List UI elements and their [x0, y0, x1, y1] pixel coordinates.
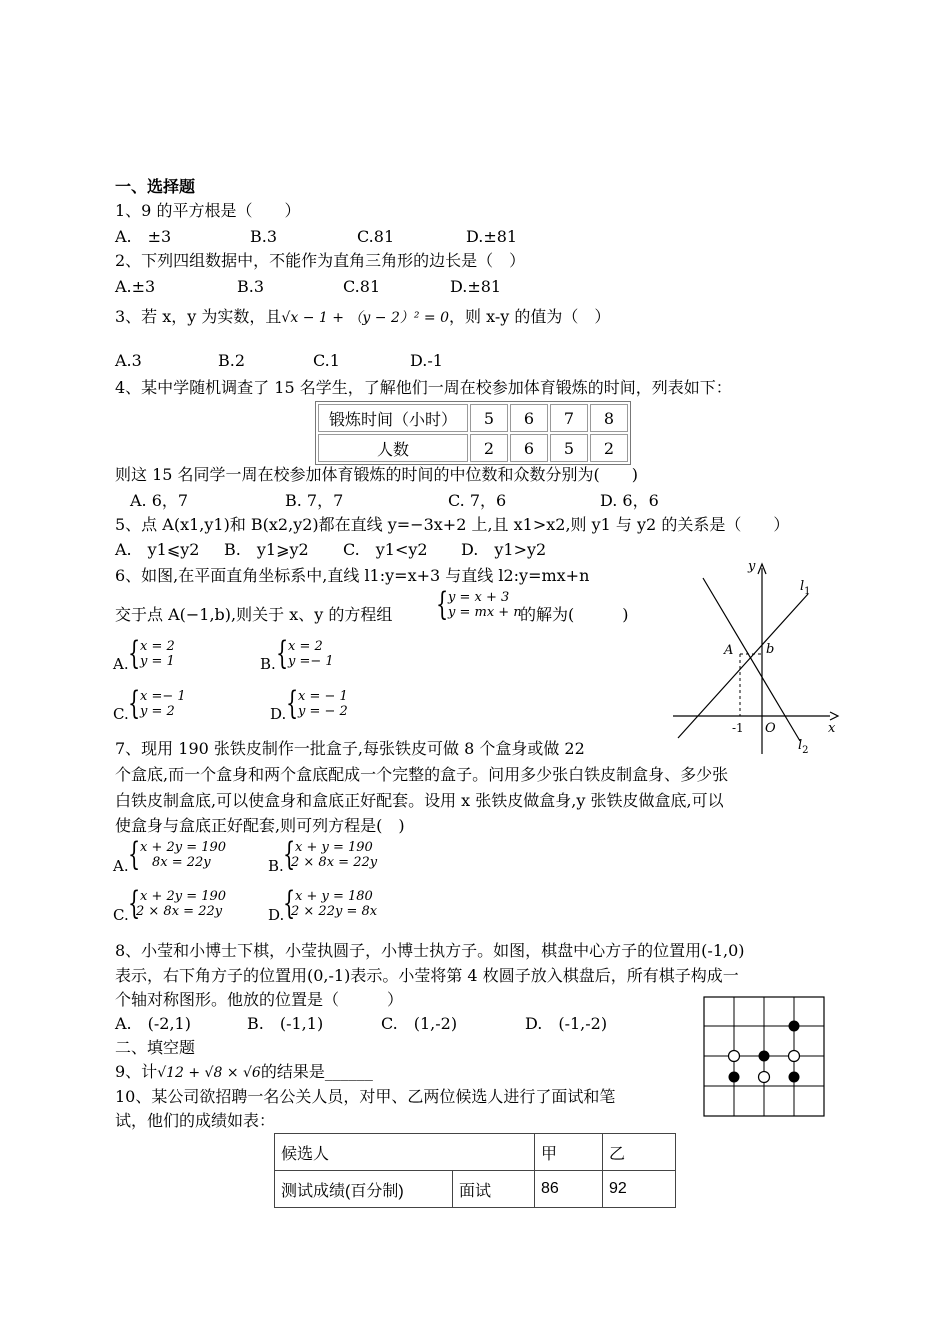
q4-ask: 则这 15 名同学一周在校参加体育锻炼的时间的中位数和众数分别为( )	[115, 465, 639, 484]
q3-option-d: D.-1	[410, 351, 443, 370]
q7-option-a	[128, 835, 258, 874]
brace: {	[286, 684, 299, 722]
label-minus-1: -1	[732, 721, 744, 735]
table-cell: 8	[590, 404, 628, 432]
brace: {	[283, 884, 296, 922]
eq-line: x + 2y = 190	[140, 840, 227, 855]
q1-stem: 1、9 的平方根是（ ）	[115, 201, 301, 220]
q9-stem-post: 的结果是______	[260, 1062, 373, 1081]
table-header-cell: 候选人	[275, 1134, 535, 1171]
q4-option-b: B. 7，7	[285, 491, 344, 510]
q1-option-b: B.3	[250, 227, 278, 246]
table-header-cell: 甲	[535, 1134, 603, 1171]
q7-option-b	[283, 835, 413, 874]
q6-line2-post: 的解为( )	[520, 605, 629, 624]
q8-option-d: D. (-1,-2)	[525, 1014, 608, 1033]
label-x: x	[828, 721, 836, 736]
q5-option-a: A. y1⩽y2	[115, 540, 200, 559]
table-cell: 人数	[318, 434, 468, 462]
q6-line2-pre: 交于点 A(−1,b),则关于 x、y 的方程组	[115, 605, 393, 624]
q2-option-b: B.3	[237, 277, 265, 296]
q8-chess-board	[703, 996, 827, 1118]
table-cell: 6	[510, 404, 548, 432]
q1-option-a: A. ±3	[115, 227, 172, 246]
q2-option-c: C.81	[343, 277, 381, 296]
q7-line3: 白铁皮制盒底,可以使盒身和盒底正好配套。设用 x 张铁皮做盒身,y 张铁皮做盒底,可以	[115, 791, 724, 810]
q3-stem-pre: 3、若 x，y 为实数，且	[115, 307, 282, 326]
black-piece	[789, 1072, 800, 1083]
brace: {	[128, 684, 141, 722]
label-A: A	[724, 643, 734, 658]
eq-line: y = 1	[140, 654, 175, 669]
q1-option-c: C.81	[357, 227, 395, 246]
q7-label-b: B.	[268, 857, 284, 875]
q10-line2: 试，他们的成绩如表：	[115, 1111, 276, 1130]
black-piece	[789, 1021, 800, 1032]
label-l2: $l_2$	[798, 738, 809, 756]
table-cell: 5	[470, 404, 508, 432]
brace: {	[276, 634, 289, 672]
brace: {	[128, 835, 141, 873]
q3-stem	[115, 306, 610, 329]
eq-line: x = 2	[140, 639, 175, 654]
q4-option-d: D. 6，6	[600, 491, 659, 510]
eq-line: y = − 2	[298, 704, 348, 719]
q5-option-c: C. y1<y2	[343, 540, 428, 559]
table-cell: 86	[535, 1171, 603, 1208]
eq-line: x + y = 190	[295, 840, 373, 855]
q9-stem	[115, 1061, 373, 1084]
q1-option-d: D.±81	[466, 227, 518, 246]
q6-option-d	[286, 684, 386, 723]
q9-math: √12 + √8 × √6	[157, 1065, 261, 1081]
label-y: y	[748, 559, 756, 574]
q7-line4: 使盒身与盒底正好配套,则可列方程是( )	[115, 816, 405, 835]
q8-line3: 个轴对称图形。他放的位置是（ ）	[115, 990, 404, 1009]
q4-table	[315, 401, 631, 465]
q6-system	[436, 585, 526, 624]
q4-option-a: A. 6，7	[130, 491, 189, 510]
table-cell: 5	[550, 434, 588, 462]
q8-line2: 表示，右下角方子的位置用(0,-1)表示。小莹将第 4 枚圆子放入棋盘后，所有棋子构成一	[115, 966, 739, 985]
q7-line1: 7、现用 190 张铁皮制作一批盒子,每张铁皮可做 8 个盒身或做 22	[115, 739, 585, 758]
eq-line: 2 × 22y = 8x	[291, 904, 378, 919]
q9-stem-pre: 9、计	[115, 1062, 158, 1081]
q3-option-c: C.1	[313, 351, 340, 370]
q6-label-a: A.	[113, 655, 129, 673]
label-l1: $l_1$	[800, 579, 811, 597]
q6-label-d: D.	[270, 705, 287, 723]
q6-label-b: B.	[260, 655, 276, 673]
eq-line: x = 2	[288, 639, 323, 654]
white-piece	[759, 1072, 770, 1083]
table-row	[318, 404, 628, 432]
table-cell: 测试成绩(百分制)	[275, 1171, 453, 1208]
q2-stem: 2、下列四组数据中，不能作为直角三角形的边长是（ ）	[115, 251, 526, 270]
eq-line: x + y = 180	[295, 889, 373, 904]
q7-label-c: C.	[113, 906, 129, 924]
table-row	[318, 434, 628, 462]
brace: {	[128, 634, 141, 672]
q2-option-a: A.±3	[115, 277, 156, 296]
eq-line: y =− 1	[288, 654, 334, 669]
black-piece	[729, 1072, 740, 1083]
table-header-cell: 乙	[603, 1134, 676, 1171]
brace: {	[283, 835, 296, 873]
q4-stem: 4、某中学随机调查了 15 名学生，了解他们一周在校参加体育锻炼的时间，列表如下：	[115, 378, 732, 397]
q8-option-c: C. (1,-2)	[381, 1014, 458, 1033]
eq-line: 2 × 8x = 22y	[136, 904, 223, 919]
table-cell: 面试	[453, 1171, 535, 1208]
q7-label-a: A.	[113, 857, 129, 875]
label-b: b	[766, 642, 775, 657]
q8-option-b: B. (-1,1)	[247, 1014, 324, 1033]
q6-label-c: C.	[113, 705, 129, 723]
q7-option-c	[128, 884, 258, 923]
eq-line: x + 2y = 190	[140, 889, 227, 904]
table-cell: 6	[510, 434, 548, 462]
q6-option-a	[128, 634, 228, 673]
table-row	[275, 1134, 676, 1171]
q5-stem: 5、点 A(x1,y1)和 B(x2,y2)都在直线 y=−3x+2 上,且 x1>x2,则 y1 与 y2 的关系是（ ）	[115, 515, 790, 534]
q8-option-a: A. (-2,1)	[115, 1014, 191, 1033]
q5-option-d: D. y1>y2	[461, 540, 547, 559]
q7-option-d	[283, 884, 413, 923]
q3-math: √x − 1 + （y − 2）² = 0	[281, 310, 450, 326]
q4-option-c: C. 7，6	[448, 491, 507, 510]
white-piece	[789, 1051, 800, 1062]
q3-option-a: A.3	[115, 351, 142, 370]
table-cell: 2	[590, 434, 628, 462]
q7-line2: 个盒底,而一个盒身和两个盒底配成一个完整的盒子。问用多少张白铁皮制盒身、多少张	[115, 765, 729, 784]
q3-option-b: B.2	[218, 351, 246, 370]
eq-line: 8x = 22y	[152, 855, 211, 870]
q7-label-d: D.	[268, 906, 285, 924]
q2-option-d: D.±81	[450, 277, 502, 296]
label-origin: O	[765, 721, 776, 736]
q6-coordinate-figure	[668, 556, 848, 756]
table-cell: 92	[603, 1171, 676, 1208]
eq-line: 2 × 8x = 22y	[291, 855, 378, 870]
q6-option-b	[276, 634, 376, 673]
q10-line1: 10、某公司欲招聘一名公关人员，对甲、乙两位候选人进行了面试和笔	[115, 1087, 616, 1106]
eq-line: y = 2	[140, 704, 175, 719]
section-title-choice: 一、选择题	[115, 177, 196, 196]
brace: {	[436, 585, 449, 623]
table-row	[275, 1171, 676, 1208]
table-cell: 2	[470, 434, 508, 462]
section-title-fill: 二、填空题	[115, 1038, 196, 1057]
q5-option-b: B. y1⩾y2	[224, 540, 309, 559]
brace: {	[128, 884, 141, 922]
q6-system-eq1: y = x + 3	[448, 590, 510, 605]
x-axis-arrow	[830, 712, 838, 720]
q6-system-eq2: y = mx + n	[448, 605, 522, 620]
black-piece	[759, 1051, 770, 1062]
q6-option-c	[128, 684, 228, 723]
eq-line: x =− 1	[140, 689, 186, 704]
q3-stem-post: ，则 x-y 的值为（ ）	[449, 307, 611, 326]
eq-line: x = − 1	[298, 689, 348, 704]
white-piece	[729, 1051, 740, 1062]
q10-table	[274, 1133, 676, 1208]
q8-line1: 8、小莹和小博士下棋，小莹执圆子，小博士执方子。如图，棋盘中心方子的位置用(-1,0)	[115, 941, 745, 960]
table-cell: 锻炼时间（小时）	[318, 404, 468, 432]
table-cell: 7	[550, 404, 588, 432]
q6-line1: 6、如图,在平面直角坐标系中,直线 l1:y=x+3 与直线 l2:y=mx+n	[115, 566, 590, 585]
